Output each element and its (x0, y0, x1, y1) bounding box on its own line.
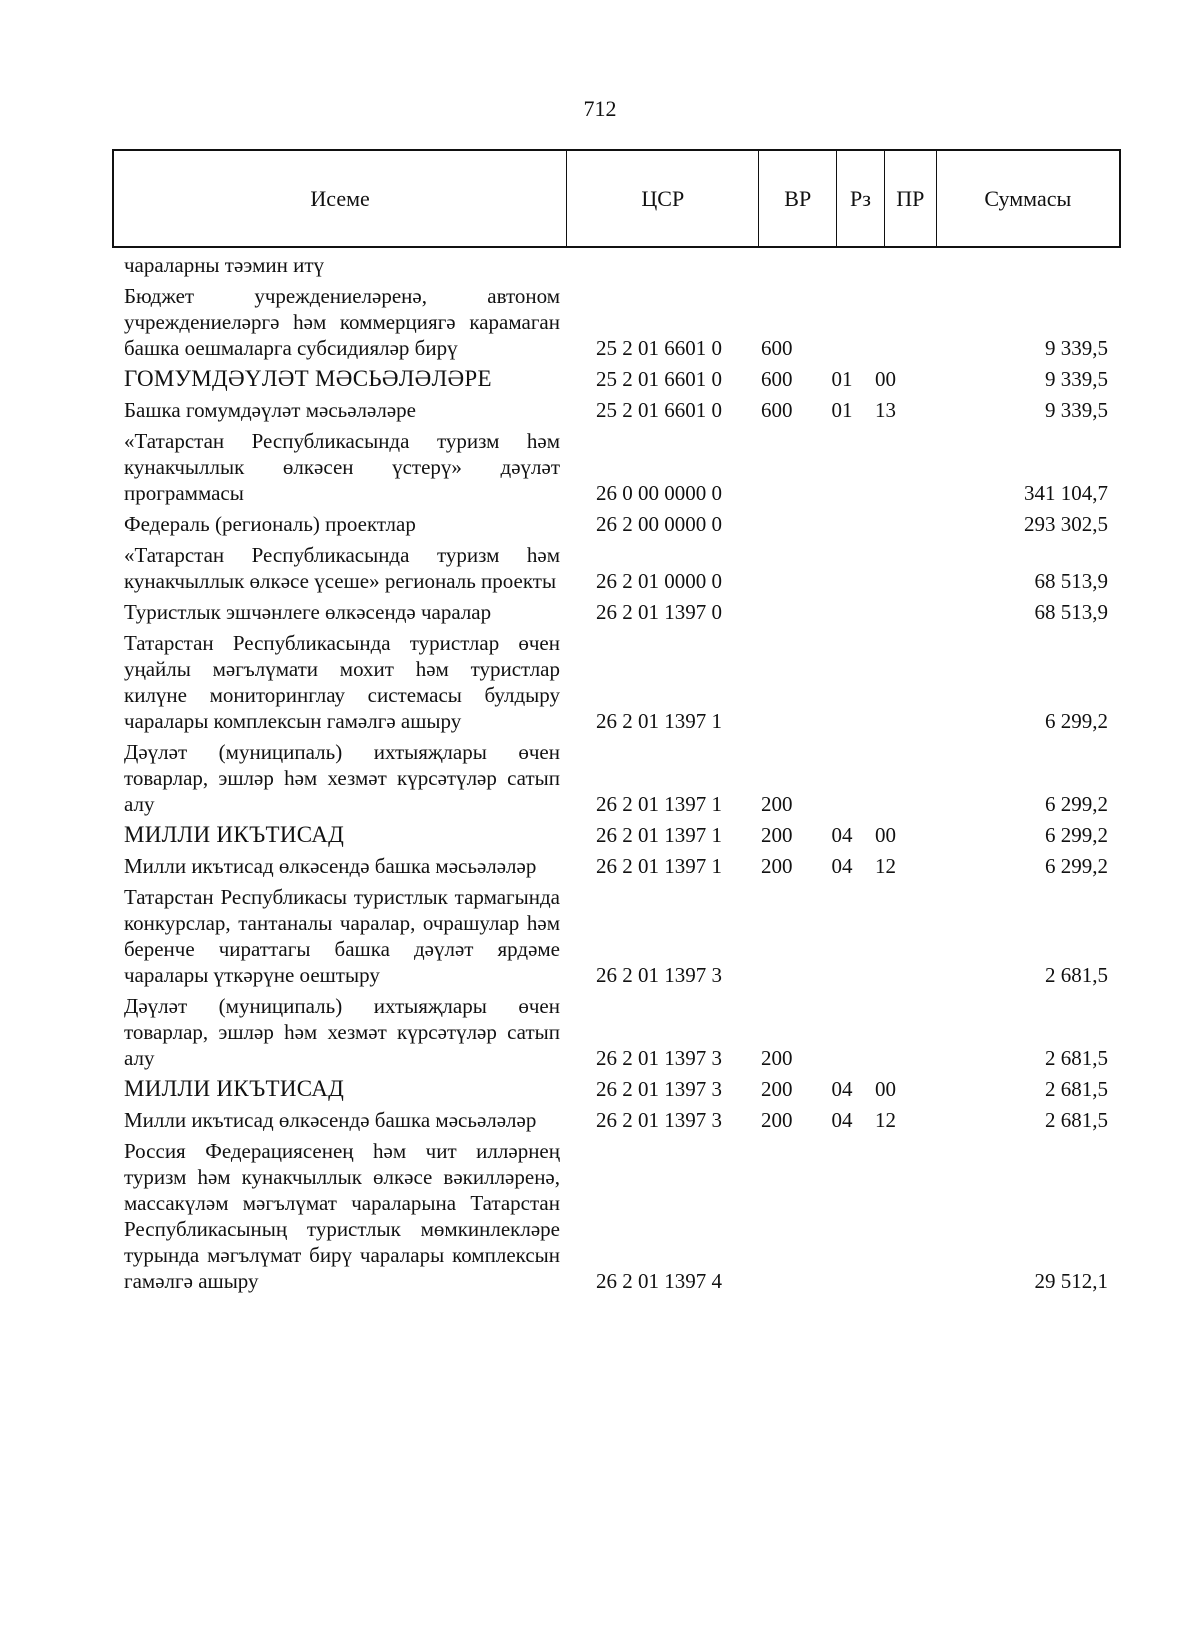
row-csr-cell: 26 2 01 1397 3 (596, 1046, 722, 1070)
row-name-cell: Россия Федерациясенең һәм чит илләрнең туризм һәм кунакчыллык өлкәсе вәкилләренә, массакүләм мәгълүмат чараларына Татарстан Республикасының туристлык мөмкинлекләре турында мәгълүмат бирү чаралары комплексын гамәлгә ашыру (124, 1139, 560, 1293)
row-sum-cell: 2 681,5 (1045, 1108, 1108, 1132)
table-row (124, 428, 1124, 506)
table-row (124, 283, 1124, 361)
row-vr-cell: 600 (761, 367, 793, 391)
row-name-cell: чараларны тәэмин итү (124, 253, 325, 277)
row-rz-cell: 01 (831, 367, 853, 391)
row-csr-cell: 26 2 01 1397 1 (596, 709, 722, 733)
row-sum-cell: 6 299,2 (1045, 792, 1108, 816)
row-pr-cell: 12 (875, 1108, 896, 1132)
row-csr-cell: 25 2 01 6601 0 (596, 336, 722, 360)
row-name-cell: Башка гомумдәүләт мәсьәләләре (124, 398, 416, 422)
row-name-cell: Татарстан Республикасында туристлар өчен уңайлы мәгълүмати мохит һәм туристлар килүне мониторинглау системасы булдыру чаралары комплексын гамәлгә ашыру (124, 631, 560, 733)
row-rz-cell: 01 (831, 398, 853, 422)
table-row (124, 397, 1124, 423)
row-sum-cell: 68 513,9 (1034, 600, 1108, 624)
row-sum-cell: 293 302,5 (1024, 512, 1108, 536)
page-number: 712 (583, 96, 617, 121)
row-vr-cell: 600 (761, 336, 793, 360)
row-name-cell: Дәүләт (муниципаль) ихтыяҗлары өчен товарлар, эшләр һәм хезмәт күрсәтүләр сатып алу (124, 740, 560, 816)
row-name-cell: МИЛЛИ ИКЪТИСАД (124, 1076, 345, 1101)
row-name-cell: ГОМУМДӘҮЛӘТ МӘСЬӘЛӘЛӘРЕ (124, 366, 492, 391)
row-name-cell: Дәүләт (муниципаль) ихтыяҗлары өчен товарлар, эшләр һәм хезмәт күрсәтүләр сатып алу (124, 994, 560, 1070)
row-vr-cell: 200 (761, 1077, 793, 1101)
row-vr-cell: 200 (761, 823, 793, 847)
table-row (124, 366, 1124, 392)
row-sum-cell: 341 104,7 (1024, 481, 1108, 505)
row-csr-cell: 26 2 01 1397 3 (596, 963, 722, 987)
table-row (124, 1138, 1124, 1294)
header-csr: ЦСР (567, 151, 759, 246)
row-sum-cell: 2 681,5 (1045, 1077, 1108, 1101)
row-pr-cell: 00 (875, 367, 896, 391)
row-rz-cell: 04 (831, 823, 853, 847)
row-sum-cell: 2 681,5 (1045, 963, 1108, 987)
row-sum-cell: 6 299,2 (1045, 823, 1108, 847)
row-csr-cell: 25 2 01 6601 0 (596, 367, 722, 391)
row-vr-cell: 200 (761, 1108, 793, 1132)
table-row (124, 884, 1124, 988)
row-csr-cell: 26 2 01 1397 1 (596, 792, 722, 816)
row-name-cell: Туристлык эшчәнлеге өлкәсендә чаралар (124, 600, 492, 624)
row-pr-cell: 00 (875, 823, 896, 847)
row-rz-cell: 04 (831, 854, 853, 878)
row-pr-cell: 12 (875, 854, 896, 878)
row-sum-cell: 68 513,9 (1034, 569, 1108, 593)
row-pr-cell: 13 (875, 398, 896, 422)
row-vr-cell: 200 (761, 854, 793, 878)
row-vr-cell: 200 (761, 792, 793, 816)
row-csr-cell: 26 2 01 0000 0 (596, 569, 722, 593)
row-name-cell: «Татарстан Республикасында туризм һәм кунакчыллык өлкәсе үсеше» региональ проекты (124, 543, 560, 593)
table-row (124, 993, 1124, 1071)
table-row (124, 1107, 1124, 1133)
row-csr-cell: 26 2 00 0000 0 (596, 512, 722, 536)
row-sum-cell: 29 512,1 (1034, 1269, 1108, 1293)
table-row (124, 822, 1124, 848)
budget-table-body (124, 252, 1124, 1299)
row-name-cell: «Татарстан Республикасында туризм һәм кунакчыллык өлкәсен үстерү» дәүләт программасы (124, 429, 560, 505)
table-row (124, 853, 1124, 879)
table-row (124, 1076, 1124, 1102)
row-csr-cell: 26 2 01 1397 1 (596, 823, 722, 847)
row-pr-cell: 00 (875, 1077, 896, 1101)
header-sum: Суммасы (984, 185, 1072, 211)
table-row (124, 630, 1124, 734)
row-sum-cell: 6 299,2 (1045, 854, 1108, 878)
row-sum-cell: 2 681,5 (1045, 1046, 1108, 1070)
row-sum-cell: 9 339,5 (1045, 367, 1108, 391)
row-rz-cell: 04 (831, 1108, 853, 1132)
row-csr-cell: 26 2 01 1397 1 (596, 854, 722, 878)
table-row (124, 252, 1124, 278)
row-name-cell: Милли икътисад өлкәсендә башка мәсьәләләр (124, 1108, 537, 1132)
row-csr-cell: 26 2 01 1397 0 (596, 600, 722, 624)
table-header (112, 149, 1121, 248)
row-name-cell: Бюджет учреждениеләренә, автоном учреждениеләргә һәм коммерциягә карамаган башка оешмаларга субсидияләр бирү (124, 284, 560, 360)
row-name-cell: Татарстан Республикасы туристлык тармагында конкурслар, тантаналы чаралар, очрашулар һәм беренче чираттагы башка дәүләт ярдәме чаралары үткәрүне оештыру (124, 885, 560, 987)
row-csr-cell: 26 2 01 1397 4 (596, 1269, 722, 1293)
row-csr-cell: 26 2 01 1397 3 (596, 1077, 722, 1101)
table-row (124, 542, 1124, 594)
header-pr: ПР (885, 151, 937, 246)
table-row (124, 599, 1124, 625)
row-name-cell: Федераль (региональ) проектлар (124, 512, 416, 536)
row-sum-cell: 6 299,2 (1045, 709, 1108, 733)
row-rz-cell: 04 (831, 1077, 853, 1101)
header-vr: ВР (759, 151, 837, 246)
row-vr-cell: 600 (761, 398, 793, 422)
header-name: Исеме (114, 151, 567, 246)
row-csr-cell: 26 2 01 1397 3 (596, 1108, 722, 1132)
header-rz: Рз (837, 151, 885, 246)
row-sum-cell: 9 339,5 (1045, 398, 1108, 422)
row-csr-cell: 26 0 00 0000 0 (596, 481, 722, 505)
row-vr-cell: 200 (761, 1046, 793, 1070)
table-row (124, 739, 1124, 817)
row-name-cell: Милли икътисад өлкәсендә башка мәсьәләләр (124, 854, 537, 878)
row-sum-cell: 9 339,5 (1045, 336, 1108, 360)
table-row (124, 511, 1124, 537)
row-csr-cell: 25 2 01 6601 0 (596, 398, 722, 422)
row-name-cell: МИЛЛИ ИКЪТИСАД (124, 822, 345, 847)
